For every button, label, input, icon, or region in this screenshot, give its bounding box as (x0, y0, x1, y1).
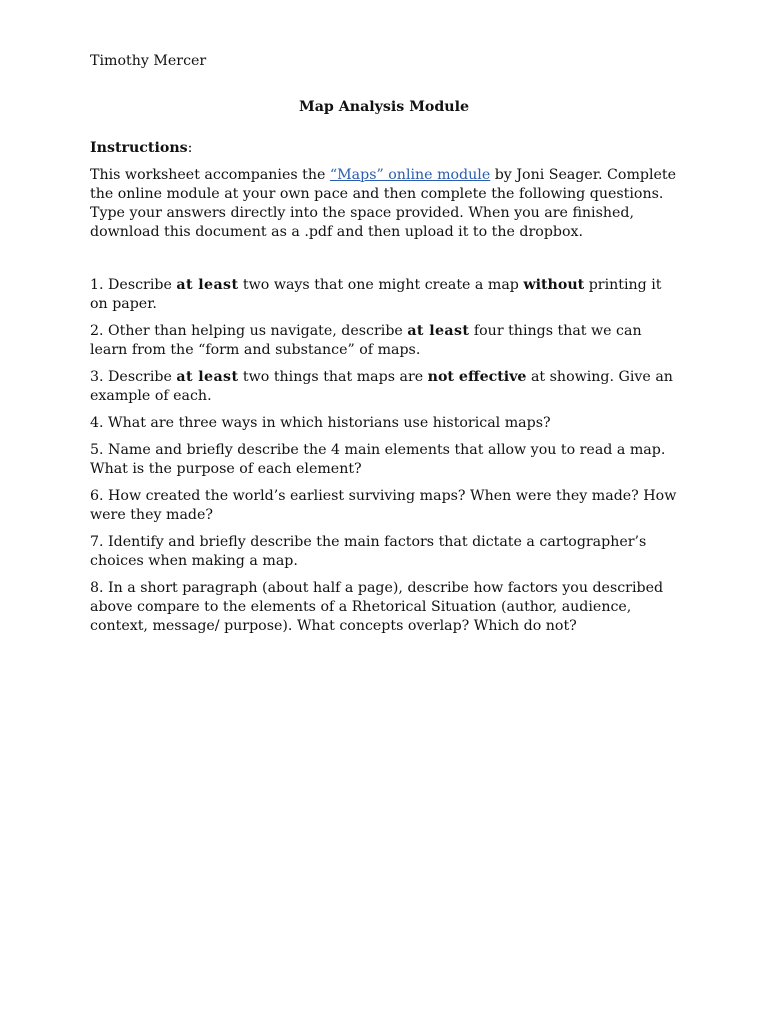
question-text: two things that maps are (238, 369, 428, 385)
instructions-colon: : (187, 140, 193, 156)
intro-paragraph (90, 166, 678, 242)
question-8 (90, 579, 678, 636)
question-7 (90, 533, 678, 571)
intro-text-after-link: by Joni Seager. Complete the online module at your own pace and then complete the following questions. Type your answers directly into the space provided. When you are finished, download this document as a .pdf and then upload it to the dropbox. (90, 167, 677, 240)
question-text: two ways that one might create a map (238, 277, 524, 293)
maps-module-link[interactable]: “Maps” online module (329, 167, 491, 183)
emphasis-at-least: at least (176, 277, 239, 293)
question-text: 3. Describe (90, 369, 177, 385)
question-text: 8. In a short paragraph (about half a page), describe how factors you described above compare to the elements of a Rhetorical Situation (author, audience, context, message/ purpose). What concepts overlap? Which do not? (90, 580, 664, 634)
emphasis-at-least: at least (176, 369, 239, 385)
document-body (90, 52, 678, 644)
question-text: printing it on paper. (90, 277, 662, 312)
intro-text-before-link: This worksheet accompanies the (90, 167, 330, 183)
question-text: 4. What are three ways in which historians use historical maps? (90, 415, 551, 431)
question-2 (90, 322, 678, 360)
question-3 (90, 368, 678, 406)
question-text: 2. Other than helping us navigate, describe (90, 323, 408, 339)
question-text: 6. How created the world’s earliest surviving maps? When were they made? How were they made? (90, 488, 677, 523)
author-name: Timothy Mercer (90, 53, 207, 69)
emphasis-at-least: at least (407, 323, 470, 339)
question-1 (90, 276, 678, 314)
question-text: 5. Name and briefly describe the 4 main elements that allow you to read a map. What is the purpose of each element? (90, 442, 666, 477)
question-list (90, 276, 678, 636)
question-text: 1. Describe (90, 277, 177, 293)
emphasis-not-effective: not effective (427, 369, 527, 385)
emphasis-without: without (523, 277, 585, 293)
question-text: four things that we can learn from the “form and substance” of maps. (90, 323, 642, 358)
question-4 (90, 414, 678, 433)
instructions-label: Instructions (90, 140, 188, 156)
document-title: Map Analysis Module (298, 99, 470, 115)
question-text: 7. Identify and briefly describe the main factors that dictate a cartographer’s choices when making a map. (90, 534, 647, 569)
question-text: at showing. Give an example of each. (90, 369, 673, 404)
question-5 (90, 441, 678, 479)
question-6 (90, 487, 678, 525)
instructions-heading (90, 139, 678, 158)
